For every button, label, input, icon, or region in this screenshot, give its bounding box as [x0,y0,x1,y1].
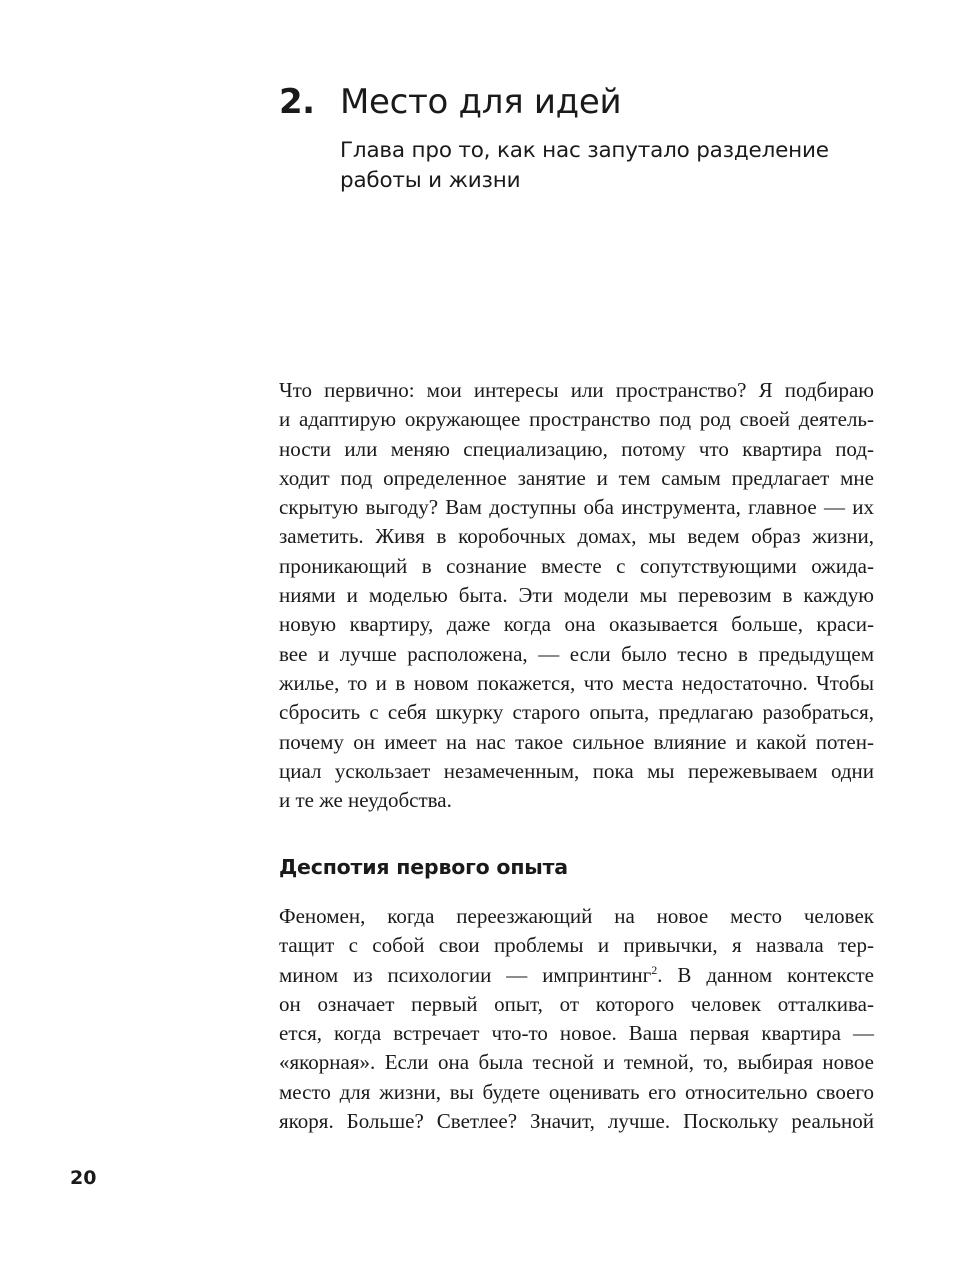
text-line: Феномен, когда переезжающий на новое место человек [279,904,874,928]
page-number: 20 [70,1167,97,1189]
text-line: тащит с собой свои проблемы и привычки, я назвала тер- [279,933,874,958]
text-fragment: . В данном контексте [657,962,874,987]
chapter-subtitle-line: Глава про то, как нас запутало разделение [340,138,829,163]
text-line: «якорная». Если она была тесной и темной, то, выбирая новое [279,1050,874,1075]
intro-paragraph [279,376,874,815]
text-line: он означает первый опыт, от которого человек отталкива- [279,991,874,1016]
text-line: место для жизни, вы будете оценивать его относительно своего [279,1079,874,1104]
footnote-marker[interactable]: 2 [651,962,658,977]
text-line: сбросить с себя шкурку старого опыта, предлагаю разобраться, [279,700,874,725]
section-paragraph [279,902,874,1136]
text-line: заметить. Живя в коробочных домах, мы ведем образ жизни, [279,524,874,549]
text-line: ходит под определенное занятие и тем самым предлагает мне [279,465,874,490]
text-line: новую квартиру, даже когда она оказывается больше, краси- [279,612,874,637]
text-line: ности или меняю специализацию, потому что квартира под- [279,436,874,461]
text-line: проникающий в сознание вместе с сопутствующими ожида- [279,553,874,578]
text-line: и адаптирую окружающее пространство под род своей деятель- [279,407,874,432]
text-line: почему он имеет на нас такое сильное влияние и какой потен- [279,729,874,754]
text-line: Что первично: мои интересы или пространство? Я подбираю [279,378,874,402]
chapter-subtitle-line: работы и жизни [340,168,521,193]
section-heading: Деспотия первого опыта [279,855,568,879]
chapter-number: 2. [279,82,315,122]
text-line: циал ускользает незамеченным, пока мы пережевываем одни [279,758,874,783]
text-fragment: мином из психологии — импринтинг [279,962,652,987]
chapter-title-row [279,82,879,122]
text-line: жилье, то и в новом покажется, что места недостаточно. Чтобы [279,670,874,695]
chapter-title: Место для идей [340,82,622,122]
text-line: ется, когда встречает что-то новое. Ваша первая квартира — [279,1021,874,1046]
text-line: и те же неудобства. [279,788,452,813]
text-line: скрытую выгоду? Вам доступны оба инструмента, главное — их [279,495,874,520]
text-line: вее и лучше расположена, — если было тесно в предыдущем [279,641,874,666]
chapter-subtitle [340,136,880,196]
text-line-with-footnote [279,961,874,990]
text-line: ниями и моделью быта. Эти модели мы перевозим в каждую [279,583,874,608]
chapter-header [279,82,879,196]
text-line: якоря. Больше? Светлее? Значит, лучше. Поскольку реальной [279,1109,874,1134]
